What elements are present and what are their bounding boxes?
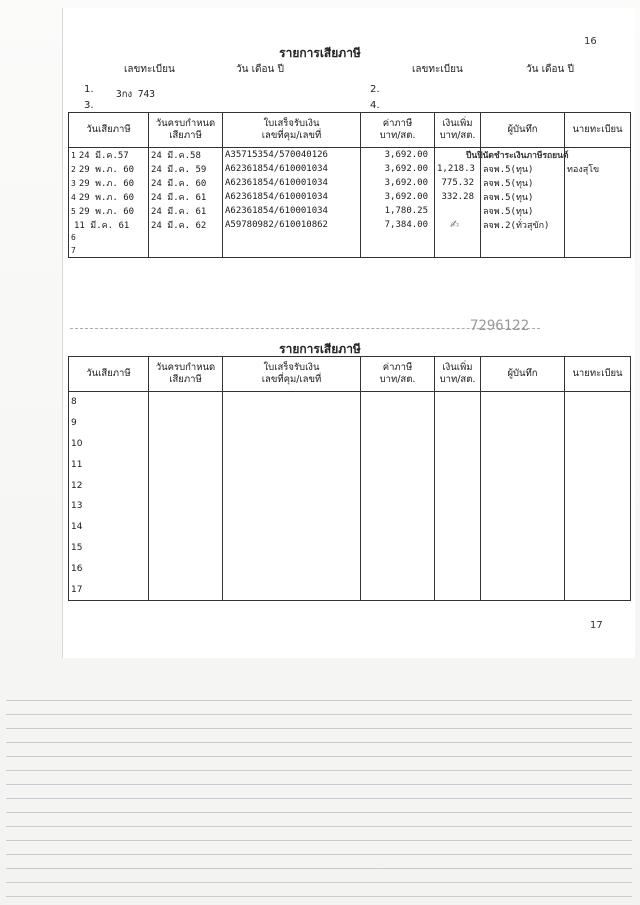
empty-cell: [223, 413, 361, 434]
empty-cell: [223, 392, 361, 413]
empty-cell: [481, 475, 565, 496]
cell-extra: 1,218.3: [435, 162, 481, 176]
cell-recorder: ลจพ.2(ทั่วสุขัก): [481, 218, 565, 232]
table-row: [69, 176, 631, 190]
empty-cell: [565, 496, 631, 517]
empty-cell: [361, 413, 435, 434]
empty-cell: [223, 579, 361, 600]
empty-cell: [361, 579, 435, 600]
row-number: 2: [71, 165, 76, 174]
empty-cell: [565, 434, 631, 455]
empty-cell: [481, 538, 565, 559]
cell-extra: 332.28: [435, 190, 481, 204]
cell-registrar: [565, 176, 631, 190]
cell-receipt: A62361854/610001034: [223, 162, 361, 176]
cell-paid: [69, 148, 149, 163]
cell-due: 24 มี.ค. 61: [149, 190, 223, 204]
paid-date-value: 29 พ.ภ. 60: [78, 179, 135, 189]
cell-due: [149, 232, 223, 245]
header-date-left: วัน เดือน ปี: [236, 64, 284, 75]
bleed-number: 7296122: [470, 318, 530, 334]
empty-cell: [481, 517, 565, 538]
col-registrar-2: นายทะเบียน: [565, 357, 631, 392]
cell-registrar: [565, 190, 631, 204]
page-number-bottom: 17: [590, 620, 603, 631]
cell-tax: 3,692.00: [361, 162, 435, 176]
cell-tax: 3,692.00: [361, 148, 435, 163]
ruled-line: [6, 700, 632, 701]
table-row: [69, 413, 631, 434]
empty-cell: [435, 454, 481, 475]
empty-cell: [223, 517, 361, 538]
empty-cell: [149, 517, 223, 538]
empty-cell: [149, 475, 223, 496]
empty-cell: [565, 517, 631, 538]
empty-cell: [223, 558, 361, 579]
row-number: 14: [69, 517, 149, 538]
cell-tax: [361, 245, 435, 258]
ruled-line: [6, 896, 632, 897]
col-extra-2: เงินเพิ่ม บาท/สต.: [435, 357, 481, 392]
cell-due: 24 มี.ค. 62: [149, 218, 223, 232]
cell-recorder: ลจพ.5(ทุน): [481, 162, 565, 176]
row-number: 7: [71, 245, 76, 255]
empty-cell: [565, 454, 631, 475]
col-due-date-2: วันครบกำหนด เสียภาษี: [149, 357, 223, 392]
empty-cell: [361, 434, 435, 455]
row-number: 5: [71, 207, 76, 216]
cell-recorder: [481, 232, 565, 245]
cell-tax: 1,780.25: [361, 204, 435, 218]
empty-cell: [149, 538, 223, 559]
cell-paid: [69, 245, 149, 258]
table-row: [69, 162, 631, 176]
cell-recorder: ลจพ.5(ทุน): [481, 176, 565, 190]
table-row: [69, 204, 631, 218]
empty-cell: [149, 413, 223, 434]
row-number: 12: [69, 475, 149, 496]
empty-cell: [361, 454, 435, 475]
empty-cell: [435, 413, 481, 434]
empty-cell: [149, 392, 223, 413]
row-number: 11: [69, 454, 149, 475]
ruled-line: [6, 728, 632, 729]
reg-line-4-no: 4.: [370, 100, 380, 111]
section2-title: รายการเสียภาษี: [279, 342, 361, 356]
empty-cell: [149, 454, 223, 475]
empty-cell: [361, 538, 435, 559]
empty-cell: [223, 538, 361, 559]
cell-paid: [69, 232, 149, 245]
cell-tax: [361, 232, 435, 245]
table-row: [69, 232, 631, 245]
paid-date-value: 29 พ.ภ. 60: [78, 165, 135, 175]
cell-recorder: ลจพ.5(ทุน): [481, 190, 565, 204]
cell-receipt: A62361854/610001034: [223, 204, 361, 218]
header-reg-right: เลขทะเบียน: [412, 64, 463, 75]
tax-table-2: [68, 356, 631, 601]
table-row: [69, 190, 631, 204]
table-row: [69, 538, 631, 559]
empty-cell: [565, 413, 631, 434]
empty-cell: [565, 392, 631, 413]
col-tax-2: ค่าภาษี บาท/สต.: [361, 357, 435, 392]
empty-cell: [565, 579, 631, 600]
reg-line-1-value: 3กง 743: [116, 89, 155, 100]
row-number: 3: [71, 179, 76, 188]
col-recorder: ผู้บันทึก: [481, 113, 565, 148]
cell-receipt: [223, 232, 361, 245]
table-row: [69, 454, 631, 475]
cell-extra: 775.32: [435, 176, 481, 190]
empty-cell: [435, 475, 481, 496]
paid-date-value: 11 มี.ค. 61: [74, 221, 130, 231]
empty-cell: [149, 558, 223, 579]
cell-registrar: [565, 148, 631, 163]
empty-cell: [481, 392, 565, 413]
cell-paid: [69, 204, 149, 218]
empty-cell: [435, 496, 481, 517]
empty-cell: [435, 558, 481, 579]
cell-paid: [69, 190, 149, 204]
empty-cell: [223, 434, 361, 455]
empty-cell: [361, 475, 435, 496]
table-row: [69, 558, 631, 579]
cell-recorder: ลจพ.5(ทุน): [481, 204, 565, 218]
cell-due: 24 มี.ค.58: [149, 148, 223, 163]
paid-date-value: 29 พ.ภ. 60: [78, 207, 135, 217]
empty-cell: [361, 558, 435, 579]
ruled-line: [6, 742, 632, 743]
paid-date-value: 29 พ.ภ. 60: [78, 193, 135, 203]
reg-line-1-no: 1.: [84, 84, 94, 95]
row-number: 17: [69, 579, 149, 600]
cell-registrar: [565, 218, 631, 232]
cell-receipt: A35715354/570040126: [223, 148, 361, 163]
tax-table-1: [68, 112, 631, 258]
empty-cell: [481, 558, 565, 579]
row-number: 6: [71, 233, 76, 243]
empty-cell: [435, 538, 481, 559]
ruled-line: [6, 784, 632, 785]
cell-registrar: ทองสุโข: [565, 162, 631, 176]
cell-tax: 7,384.00: [361, 218, 435, 232]
empty-cell: [481, 434, 565, 455]
table-row: [69, 579, 631, 600]
cell-tax: 3,692.00: [361, 190, 435, 204]
empty-cell: [361, 392, 435, 413]
signature-mark: ✍: [450, 218, 460, 231]
cell-paid: [69, 176, 149, 190]
cell-tax: 3,692.00: [361, 176, 435, 190]
row-number: 16: [69, 558, 149, 579]
ruled-line: [6, 868, 632, 869]
table-row: [69, 218, 631, 232]
section1-title: รายการเสียภาษี: [279, 46, 361, 60]
empty-cell: [361, 517, 435, 538]
cell-due: 24 มี.ค. 60: [149, 176, 223, 190]
col-receipt-2: ใบเสร็จรับเงิน เลขที่คุม/เลขที่: [223, 357, 361, 392]
ruled-line: [6, 770, 632, 771]
cell-extra: [435, 232, 481, 245]
empty-cell: [481, 454, 565, 475]
cell-receipt: [223, 245, 361, 258]
ruled-line: [6, 798, 632, 799]
row-number: 15: [69, 538, 149, 559]
ruled-line: [6, 714, 632, 715]
empty-cell: [149, 496, 223, 517]
table-row: [69, 475, 631, 496]
ruled-line: [6, 826, 632, 827]
table-row: [69, 434, 631, 455]
table-row: [69, 245, 631, 258]
cell-receipt: A62361854/610001034: [223, 190, 361, 204]
empty-cell: [565, 475, 631, 496]
empty-cell: [435, 434, 481, 455]
empty-cell: [565, 538, 631, 559]
header-reg-left: เลขทะเบียน: [124, 64, 175, 75]
empty-cell: [435, 579, 481, 600]
col-tax: ค่าภาษี บาท/สต.: [361, 113, 435, 148]
ruled-lines: [6, 700, 632, 900]
cell-paid: [69, 218, 149, 232]
ruled-line: [6, 882, 632, 883]
tax-table-2-header: [69, 357, 631, 392]
table-row: [69, 496, 631, 517]
cell-recorder: [481, 245, 565, 258]
ruled-line: [6, 854, 632, 855]
col-paid-date: วันเสียภาษี: [69, 113, 149, 148]
cell-registrar: [565, 245, 631, 258]
cell-due: 24 มี.ค. 61: [149, 204, 223, 218]
cell-extra: [435, 204, 481, 218]
empty-cell: [223, 475, 361, 496]
empty-cell: [223, 496, 361, 517]
empty-cell: [149, 579, 223, 600]
cell-receipt: A62361854/610001034: [223, 176, 361, 190]
row-number: 8: [69, 392, 149, 413]
cell-registrar: [565, 232, 631, 245]
empty-cell: [565, 558, 631, 579]
reg-line-3-no: 3.: [84, 100, 94, 111]
paid-date-value: 24 มี.ค.57: [78, 151, 129, 161]
row-number: 9: [69, 413, 149, 434]
cell-extra: [435, 245, 481, 258]
ruled-line: [6, 840, 632, 841]
empty-cell: [149, 434, 223, 455]
col-receipt: ใบเสร็จรับเงิน เลขที่คุม/เลขที่: [223, 113, 361, 148]
table-row: [69, 517, 631, 538]
empty-cell: [435, 517, 481, 538]
ruled-line: [6, 812, 632, 813]
col-paid-date-2: วันเสียภาษี: [69, 357, 149, 392]
cell-due: [149, 245, 223, 258]
row-number: 13: [69, 496, 149, 517]
row-number: 1: [71, 151, 76, 160]
header-date-right: วัน เดือน ปี: [526, 64, 574, 75]
row-number: 10: [69, 434, 149, 455]
cell-due: 24 มี.ค. 59: [149, 162, 223, 176]
col-due-date: วันครบกำหนด เสียภาษี: [149, 113, 223, 148]
empty-cell: [481, 496, 565, 517]
page-number-top: 16: [584, 36, 597, 47]
col-recorder-2: ผู้บันทึก: [481, 357, 565, 392]
tax-table-1-header: [69, 113, 631, 148]
empty-cell: [481, 579, 565, 600]
cell-registrar: [565, 204, 631, 218]
cell-receipt: A59780982/610010862: [223, 218, 361, 232]
empty-cell: [361, 496, 435, 517]
empty-cell: [435, 392, 481, 413]
col-registrar: นายทะเบียน: [565, 113, 631, 148]
cell-paid: [69, 162, 149, 176]
reg-line-2-no: 2.: [370, 84, 380, 95]
payment-stamp: ปีนปีนัดชำระเงินภาษีรถยนต์: [466, 151, 569, 161]
empty-cell: [481, 413, 565, 434]
row-number: 4: [71, 193, 76, 202]
empty-cell: [223, 454, 361, 475]
ruled-line: [6, 756, 632, 757]
table-row: [69, 392, 631, 413]
col-extra: เงินเพิ่ม บาท/สต.: [435, 113, 481, 148]
